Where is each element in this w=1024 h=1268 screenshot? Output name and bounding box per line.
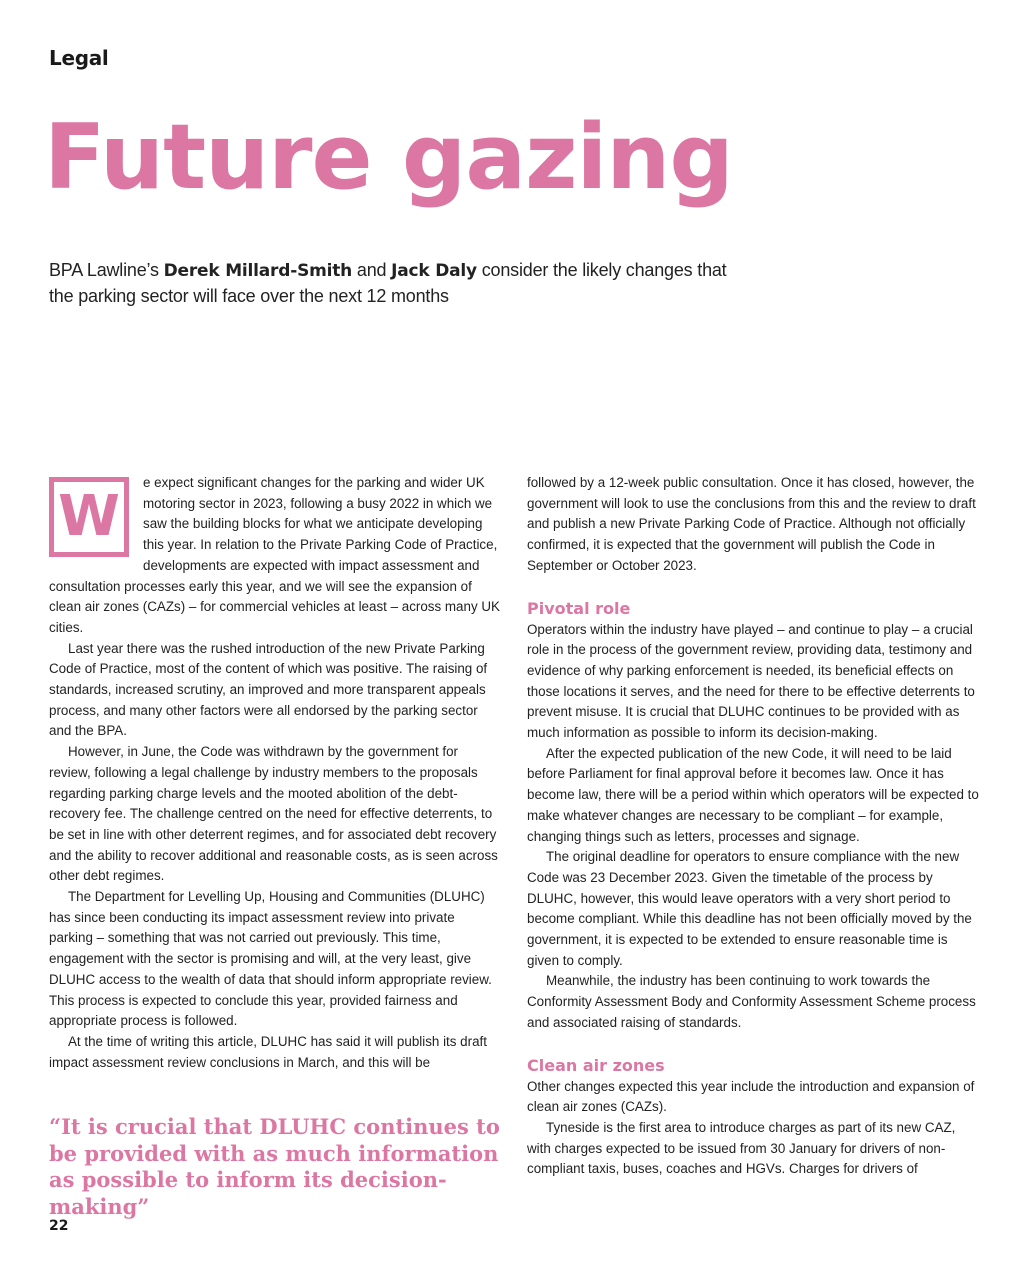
- body-paragraph: However, in June, the Code was withdrawn by the government for review, following a legal challenge by industry members to the proposals regarding parking charge levels and the mooted abolition of the debt-recovery fee. The challenge centred on the need for effective deterrents, to be set in line with other deterrent regimes, and for associated debt recovery and the ability to recover additional and reasonable costs, as is seen across other debt regimes.: [49, 744, 498, 884]
- section-label: Legal: [49, 46, 109, 70]
- body-paragraph: Last year there was the rushed introduction of the new Private Parking Code of Practice, most of the content of which was positive. The raising of standards, increased scrutiny, an improved and more transparent appeals process, and many other factors were all endorsed by the parking sector and the BPA.: [49, 640, 488, 739]
- standfirst-mid: and: [352, 260, 392, 280]
- body-paragraph: The Department for Levelling Up, Housing and Communities (DLUHC) has since been conducting its impact assessment review into private parking – something that was not carried out previously. This time, engagement with the sector is promising and will, at the very least, give DLUHC access to the wealth of data that should inform appropriate review. This process is expected to conclude this year, provided fairness and appropriate process is followed.: [49, 889, 492, 1029]
- body-paragraph: After the expected publication of the new Code, it will need to be laid before Parliament for final approval before it becomes law. Once it has become law, there will be a period within which operators will be expected to make whatever changes are necessary to be compliant – for example, changing things such as letters, processes and signage.: [527, 745, 979, 844]
- subheading-pivotal-role: Pivotal role: [527, 598, 631, 618]
- drop-cap: W: [49, 477, 129, 557]
- body-paragraph: Meanwhile, the industry has been continuing to work towards the Conformity Assessment Body and Conformity Assessment Scheme process and associated raising of standards.: [527, 973, 976, 1030]
- subheading-clean-air-zones: Clean air zones: [527, 1055, 665, 1075]
- standfirst: [49, 258, 749, 309]
- body-paragraph: Tyneside is the first area to introduce charges as part of its new CAZ, with charges expected to be issued from 30 January for drivers of non-compliant taxis, buses, coaches and HGVs. Charges for drivers of: [527, 1119, 956, 1177]
- body-paragraph: e expect significant changes for the parking and wider UK motoring sector in 2023, following a busy 2022 in which we saw the building blocks for what we anticipate developing this year. In relation to the Private Parking Code of Practice, developments are expected with impact assessment and consultation processes early this year, and we will see the expansion of clean air zones (CAZs) – for commercial vehicles at least – across many UK cities.: [49, 475, 500, 635]
- author-name-2: Jack Daly: [391, 261, 477, 281]
- author-name-1: Derek Millard-Smith: [163, 261, 353, 281]
- headline: Future gazing: [44, 105, 733, 210]
- body-paragraph: Operators within the industry have played – and continue to play – a crucial role in the process of the government review, providing data, testimony and evidence of why parking enforcement is needed, its beneficial effects on those locations it serves, and the need for there to be effective deterrents to prevent misuse. It is crucial that DLUHC continues to be provided with as much information as possible to inform its decision-making.: [527, 621, 975, 741]
- body-paragraph: Other changes expected this year include the introduction and expansion of clean air zones (CAZs).: [527, 1078, 975, 1115]
- body-paragraph: followed by a 12-week public consultation. Once it has closed, however, the government will look to use the conclusions from this and the review to draft and publish a new Private Parking Code of Practice. Although not officially confirmed, it is expected that the government will publish the Code in September or October 2023.: [527, 475, 976, 573]
- pull-quote: “It is crucial that DLUHC continues to be provided with as much information as possible to inform its decision-making”: [49, 1114, 500, 1219]
- standfirst-post: consider the likely changes that the parking sector will face over the next 12 months: [49, 260, 727, 306]
- body-paragraph: At the time of writing this article, DLUHC has said it will publish its draft impact assessment review conclusions in March, and this will be: [49, 1033, 487, 1070]
- standfirst-pre: BPA Lawline’s: [49, 260, 164, 280]
- body-column-left: [49, 473, 501, 1073]
- page-number: 22: [49, 1218, 69, 1234]
- body-paragraph: The original deadline for operators to ensure compliance with the new Code was 23 December 2023. Given the timetable of the process by DLUHC, however, this would leave operators with a very short period to become compliant. While this deadline has not been officially moved by the government, it is expected to be extended to ensure reasonable time is given to comply.: [527, 849, 972, 968]
- body-column-right: [527, 473, 982, 1180]
